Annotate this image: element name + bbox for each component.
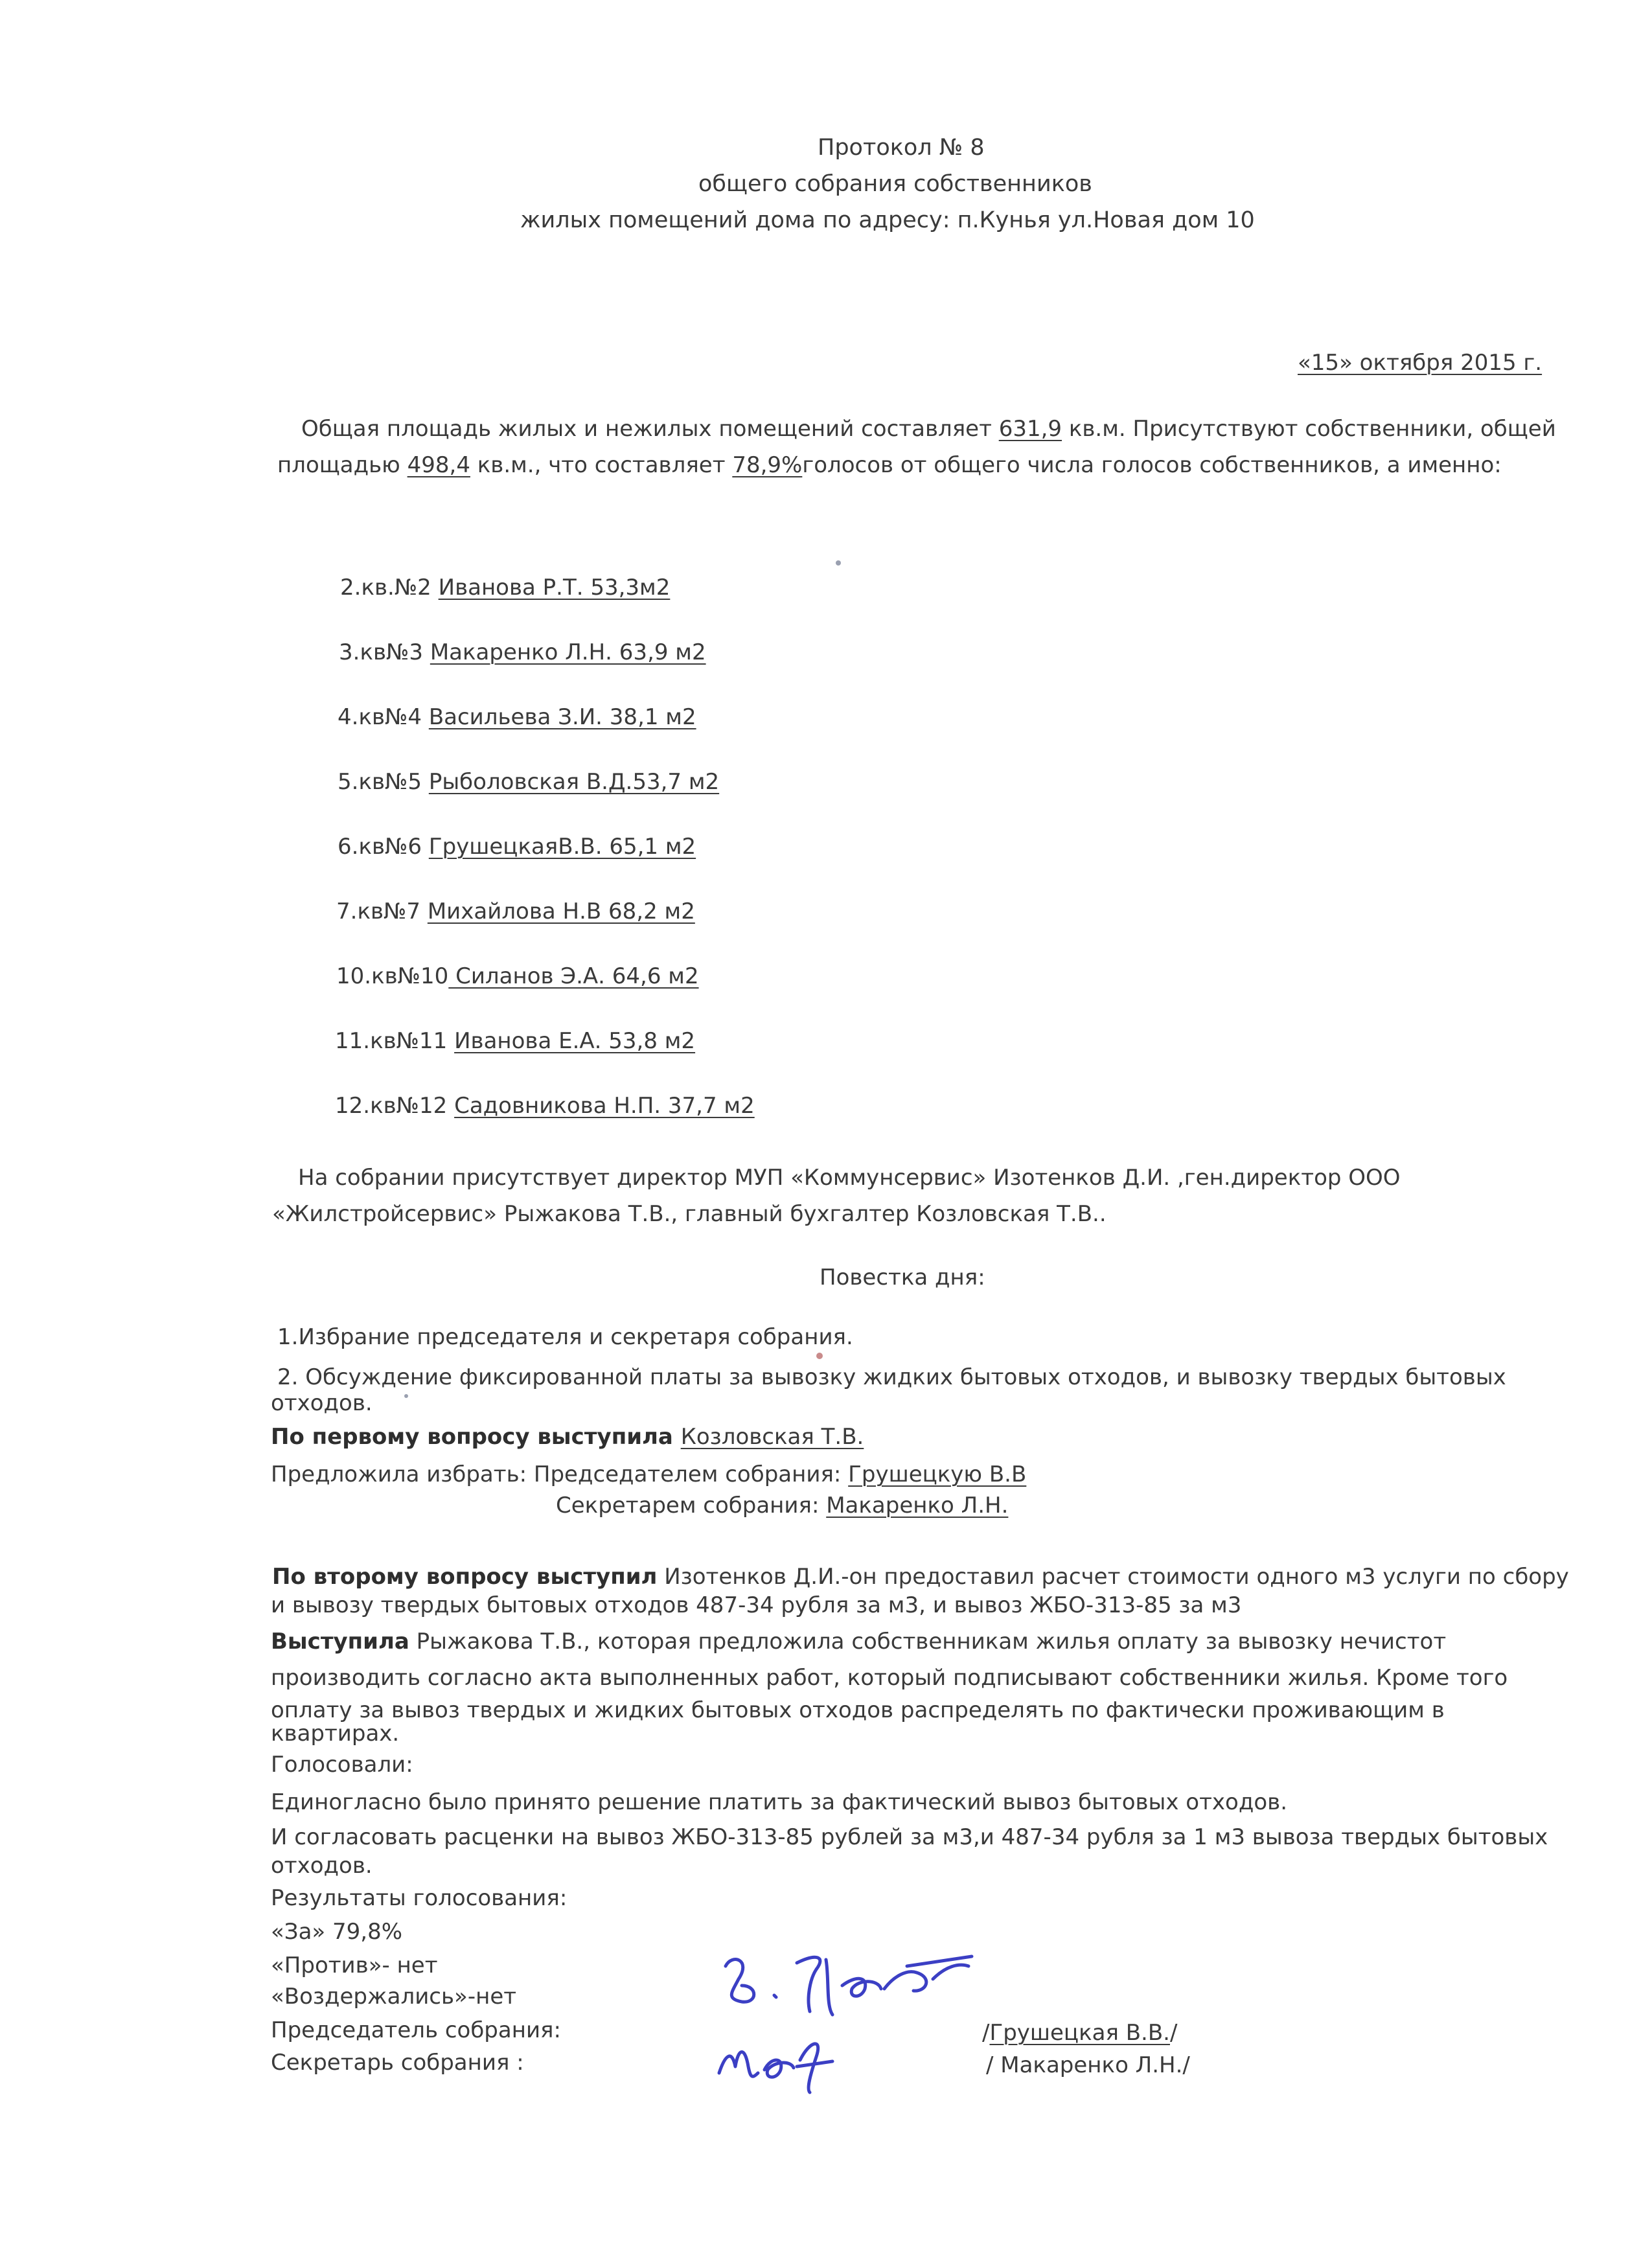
decision-2: И согласовать расценки на вывоз ЖБО-313-85 рублей за м3,и 487-34 рубля за 1 м3 вывоза твердых бытовых — [271, 1824, 1548, 1850]
q1-lead: По первому вопросу выступила — [271, 1424, 681, 1450]
secretary-signature — [713, 2021, 842, 2099]
attendance-line-1: На собрании присутствует директор МУП «Коммунсервис» Изотенков Д.И. ,ген.директор ООО — [298, 1165, 1401, 1191]
intro-text: Общая площадь жилых и нежилых помещений составляет — [301, 416, 999, 442]
apartment-number: 7.кв№7 — [336, 899, 421, 924]
apartment-item — [335, 1027, 695, 1055]
apartment-item — [340, 573, 670, 602]
apartment-owner: Иванова Р.Т. 53,3м2 — [438, 575, 671, 601]
apartment-number: 6.кв№6 — [338, 834, 422, 860]
intro-text: кв.м. Присутствуют собственники, общей — [1062, 416, 1556, 442]
apartment-item — [335, 1092, 755, 1120]
q1-chair: Грушецкую В.В — [848, 1461, 1027, 1487]
voted-label: Голосовали: — [271, 1752, 413, 1778]
apartment-item — [336, 897, 695, 926]
scan-speck — [836, 560, 841, 566]
total-area: 631,9 — [998, 416, 1062, 442]
protocol-address: жилых помещений дома по адресу: п.Кунья ул.Новая дом 10 — [520, 207, 1255, 233]
apartment-owner: ГрушецкаяВ.В. 65,1 м2 — [428, 834, 696, 860]
apartment-item — [339, 638, 706, 667]
results-title: Результаты голосования: — [271, 1885, 568, 1911]
q1-proposal: Предложила избрать: Председателем собрания: — [271, 1461, 849, 1487]
apartment-number: 5.кв№5 — [338, 769, 422, 795]
apartment-owner: Садовникова Н.П. 37,7 м2 — [454, 1093, 755, 1119]
apartment-number: 4.кв№4 — [338, 704, 422, 730]
attendance-line-2: «Жилстройсервис» Рыжакова Т.В., главный бухгалтер Козловская Т.В.. — [272, 1201, 1107, 1227]
apartment-item — [338, 832, 696, 861]
secretary-signature-label: Секретарь собрания : — [271, 2050, 524, 2076]
q2-lead: По второму вопросу выступил — [272, 1564, 658, 1590]
decision-2-cont: отходов. — [271, 1853, 373, 1879]
q2-speaker-2-lead: Выступила — [271, 1629, 409, 1655]
q2-line-3 — [271, 1627, 1446, 1656]
q1-proposal-line — [271, 1460, 1026, 1489]
apartment-number: 10.кв№10 — [336, 963, 449, 989]
present-area: 498,4 — [407, 452, 470, 478]
q1-secretary: Макаренко Л.Н. — [826, 1493, 1009, 1518]
q2-text: Изотенков Д.И.-он предоставил расчет стоимости одного м3 услуги по сбору — [657, 1564, 1569, 1590]
protocol-date: «15» октября 2015 г. — [1298, 350, 1543, 376]
apartment-owner: Макаренко Л.Н. 63,9 м2 — [430, 639, 706, 665]
scan-speck — [816, 1353, 823, 1359]
apartment-owner: Васильева З.И. 38,1 м2 — [428, 704, 696, 730]
decision-1: Единогласно было принято решение платить за фактический вывоз бытовых отходов. — [271, 1789, 1287, 1815]
protocol-title: Протокол № 8 — [818, 135, 985, 161]
apartment-number: 11.кв№11 — [335, 1028, 448, 1054]
results-against: «Против»- нет — [271, 1953, 438, 1978]
q2-line-2: и вывозу твердых бытовых отходов 487-34 рубля за м3, и вывоз ЖБО-313-85 за м3 — [271, 1592, 1242, 1618]
apartment-item — [336, 962, 699, 991]
agenda-title: Повестка дня: — [820, 1265, 985, 1290]
q1-secretary-label: Секретарем собрания: — [556, 1493, 827, 1518]
results-for: «За» 79,8% — [271, 1919, 403, 1945]
apartment-owner: Рыболовская В.Д.53,7 м2 — [428, 769, 720, 795]
results-abstain: «Воздержались»-нет — [271, 1984, 517, 2010]
agenda-item-2: 2. Обсуждение фиксированной платы за вывозку жидких бытовых отходов, и вывозку твердых бытовых — [277, 1364, 1506, 1390]
q2-text: Рыжакова Т.В., которая предложила собственникам жилья оплату за вывозку нечистот — [409, 1629, 1447, 1655]
scan-speck — [404, 1394, 408, 1398]
q1-speaker-line — [271, 1423, 864, 1451]
intro-text: голосов от общего числа голосов собственников, а именно: — [802, 452, 1502, 478]
intro-line-2 — [277, 451, 1502, 479]
chair-signature-label: Председатель собрания: — [271, 2017, 561, 2043]
agenda-item-2-cont: отходов. — [271, 1390, 373, 1416]
apartment-owner: Иванова Е.А. 53,8 м2 — [454, 1028, 696, 1054]
apartment-owner: Силанов Э.А. 64,6 м2 — [448, 963, 699, 989]
apartment-number: 3.кв№3 — [339, 639, 424, 665]
q1-speaker: Козловская Т.В. — [680, 1424, 864, 1450]
protocol-subtitle: общего собрания собственников — [698, 171, 1092, 197]
apartment-owner: Михайлова Н.В 68,2 м2 — [427, 899, 695, 924]
q2-line-4: производить согласно акта выполненных работ, который подписывают собственники жилья. Кроме того — [271, 1665, 1508, 1691]
intro-text: площадью — [277, 452, 407, 478]
q2-line-6: квартирах. — [271, 1721, 400, 1747]
agenda-item-1: 1.Избрание председателя и секретаря собрания. — [277, 1324, 853, 1350]
q1-secretary-line — [556, 1491, 1008, 1520]
apartment-item — [338, 703, 696, 731]
apartment-number: 2.кв.№2 — [340, 575, 431, 601]
apartment-number: 12.кв№12 — [335, 1093, 448, 1119]
secretary-name: / Макаренко Л.Н./ — [986, 2052, 1190, 2078]
intro-line-1 — [301, 415, 1556, 443]
apartment-item — [338, 768, 719, 796]
chair-name: /Грушецкая В.В./ — [982, 2020, 1178, 2046]
chair-name-text: Грушецкая В.В. — [989, 2020, 1170, 2046]
q2-line-5: оплату за вывоз твердых и жидких бытовых отходов распределять по фактически проживающим в — [271, 1697, 1445, 1723]
intro-text: кв.м., что составляет — [470, 452, 733, 478]
q2-line-1 — [272, 1563, 1569, 1591]
present-percent: 78,9% — [732, 452, 803, 478]
chair-signature — [713, 1940, 985, 2024]
